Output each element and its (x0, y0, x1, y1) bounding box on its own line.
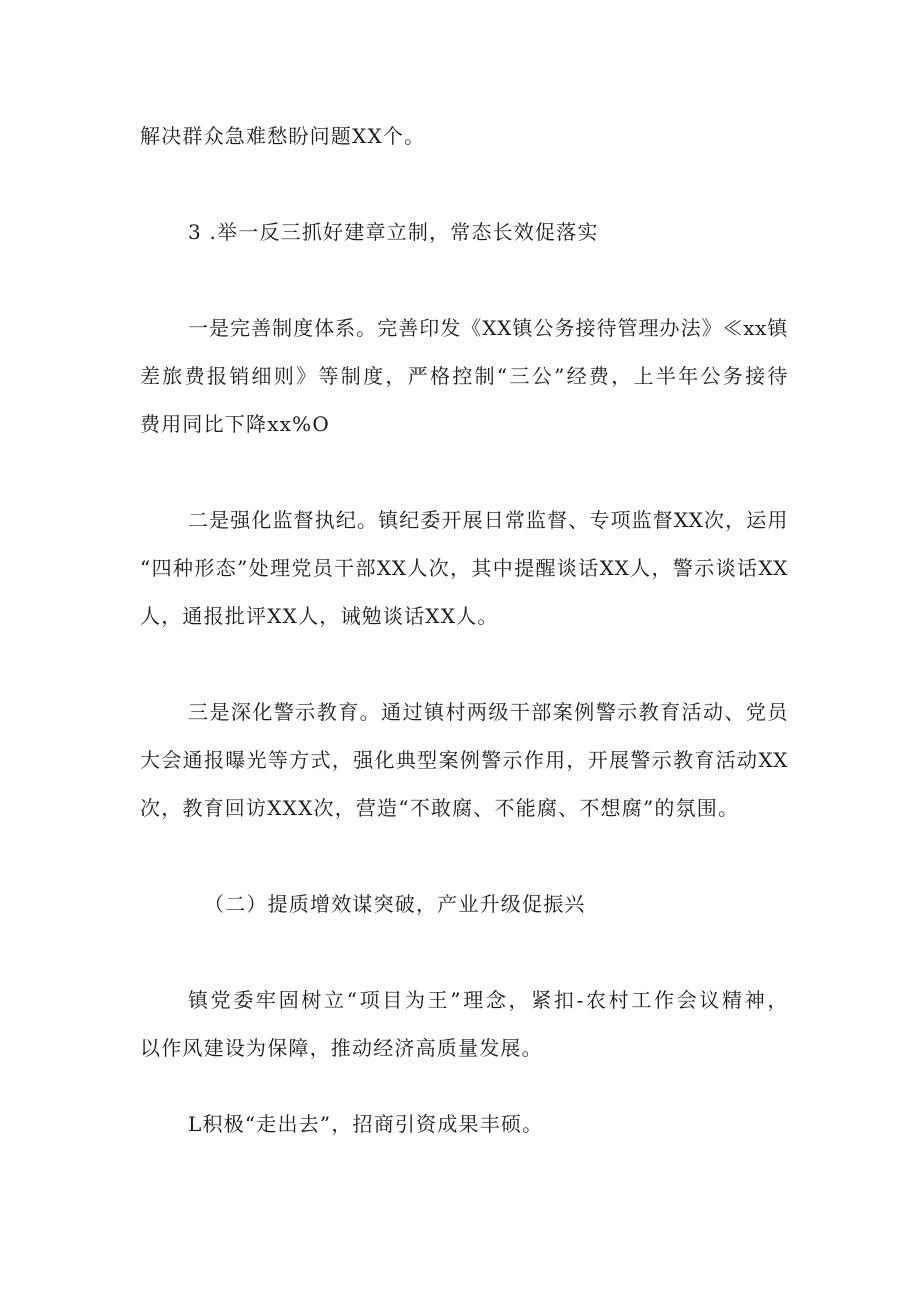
paragraph-line: 费用同比下降xx%O (140, 412, 330, 436)
paragraph-line: 以作风建设为保障，推动经济高质量发展。 (140, 1036, 543, 1060)
paragraph-line: 二是强化监督执纪。镇纪委开展日常监督、专项监督XX次，运用 (188, 508, 788, 532)
paragraph-line: “四种形态”处理党员干部XX人次，其中提醒谈话XX人，警示谈话XX (140, 556, 788, 580)
paragraph-line: 差旅费报销细则》等制度，严格控制“三公”经费，上半年公务接待 (140, 364, 788, 388)
paragraph-line: 次，教育回访XXX次，营造“不敢腐、不能腐、不想腐”的氛围。 (140, 796, 740, 820)
paragraph-line: 大会通报曝光等方式，强化典型案例警示作用，开展警示教育活动XX (140, 748, 788, 772)
section-heading: 3 .举一反三抓好建章立制，常态长效促落实 (188, 220, 599, 244)
paragraph-line: 三是深化警示教育。通过镇村两级干部案例警示教育活动、党员 (188, 700, 788, 724)
paragraph-line: 镇党委牢固树立“项目为王”理念，紧扣-农村工作会议精神， (188, 988, 788, 1012)
paragraph-line: 人，通报批评XX人，诫勉谈话XX人。 (140, 604, 499, 628)
paragraph-line: 一是完善制度体系。完善印发《XX镇公务接待管理办法》≪xx镇 (188, 316, 788, 340)
paragraph-line: 解决群众急难愁盼问题XX个。 (140, 124, 426, 148)
section-heading: （二）提质增效谋突破，产业升级促振兴 (204, 892, 586, 916)
subsection-heading: L积极“走出去”，招商引资成果丰硕。 (188, 1112, 544, 1136)
